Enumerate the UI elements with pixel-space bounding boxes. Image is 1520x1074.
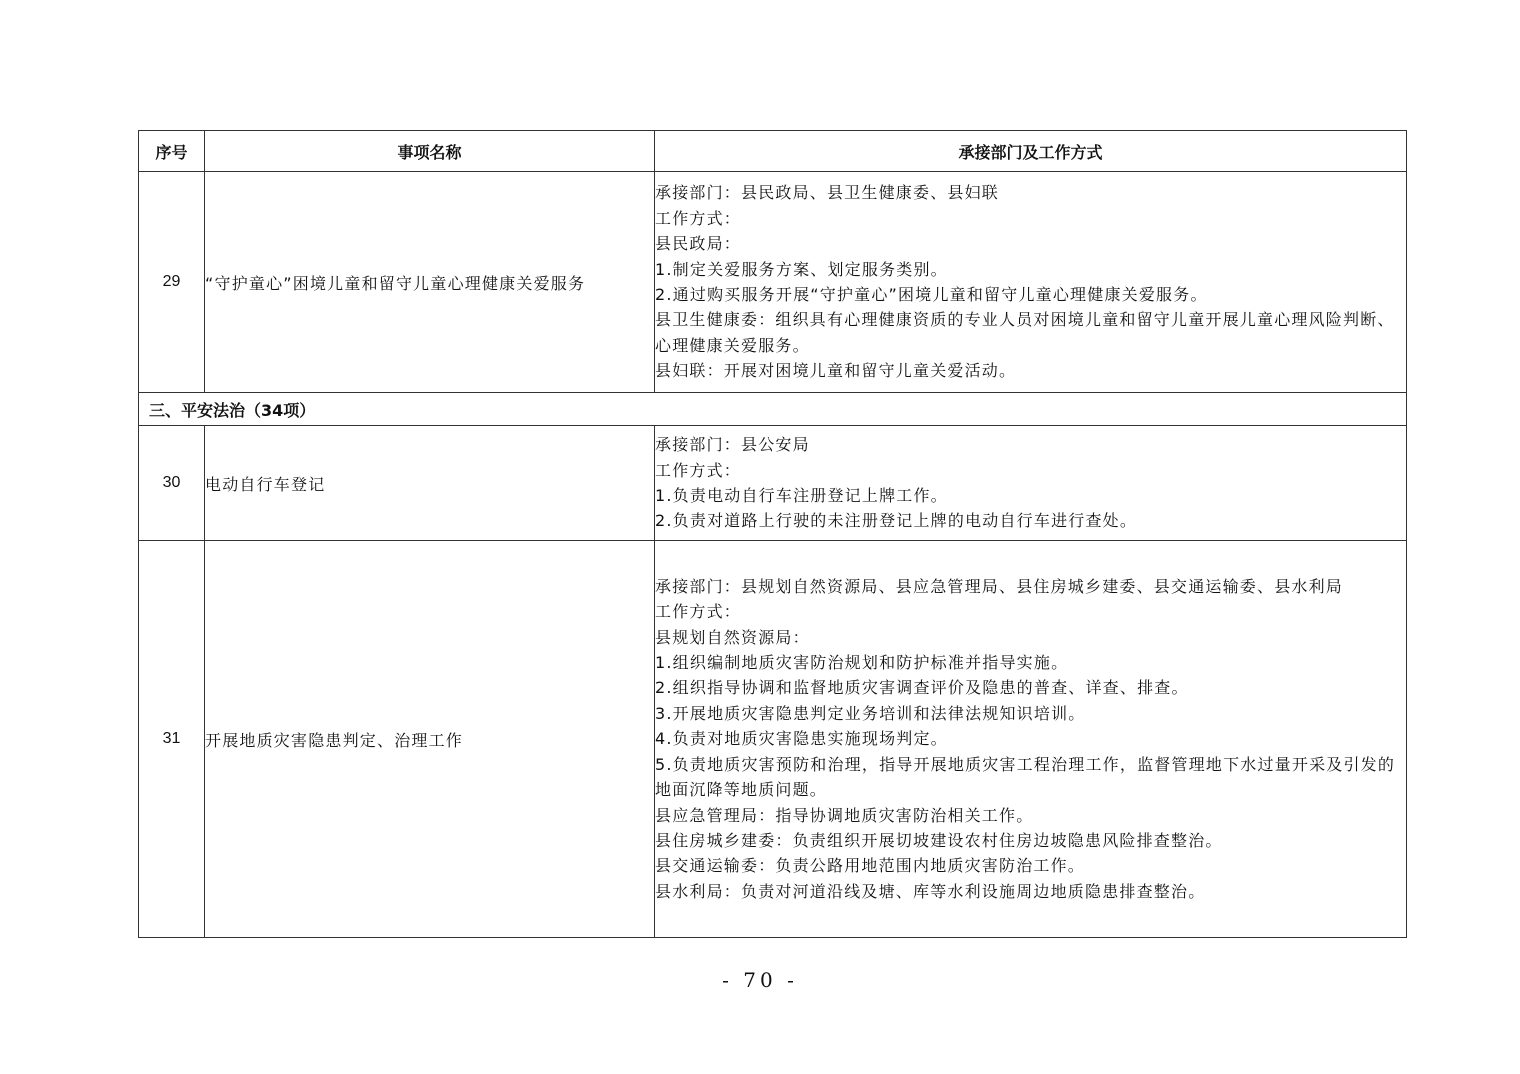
dept-line: 承接部门：县规划自然资源局、县应急管理局、县住房城乡建委、县交通运输委、县水利局: [655, 576, 1344, 596]
section-title: 三、平安法治（34项）: [139, 393, 1407, 426]
section-heading-row: [139, 393, 1407, 426]
dept-line: 2.通过购买服务开展“守护童心”困境儿童和留守儿童心理健康关爱服务。: [655, 285, 1208, 304]
header-item-name: 事项名称: [205, 131, 655, 172]
dept-line: 县卫生健康委：组织具有心理健康资质的专业人员对困境儿童和留守儿童开展儿童心理风险判断、心理健康关爱服务。: [655, 310, 1395, 355]
dept-line: 县水利局：负责对河道沿线及塘、库等水利设施周边地质隐患排查整治。: [655, 881, 1206, 901]
dept-line: 县规划自然资源局：: [655, 627, 810, 647]
item-name: 电动自行车登记: [205, 426, 655, 541]
dept-line: 县住房城乡建委：负责组织开展切坡建设农村住房边坡隐患风险排查整治。: [655, 830, 1223, 850]
dept-line: 1.组织编制地质灾害防治规划和防护标准并指导实施。: [655, 653, 1069, 673]
item-name: “守护童心”困境儿童和留守儿童心理健康关爱服务: [205, 172, 655, 393]
table-row: [139, 426, 1407, 541]
table-row: [139, 541, 1407, 938]
dept-line: 2.组织指导协调和监督地质灾害调查评价及隐患的普查、详查、排查。: [655, 678, 1189, 698]
dept-line: 县应急管理局：指导协调地质灾害防治相关工作。: [655, 805, 1034, 825]
items-table: [138, 130, 1407, 938]
dept-line: 2.负责对道路上行驶的未注册登记上牌的电动自行车进行查处。: [655, 511, 1138, 531]
dept-line: 县交通运输委：负责公路用地范围内地质灾害防治工作。: [655, 856, 1086, 876]
row-number: 31: [139, 541, 205, 938]
header-dept-method: 承接部门及工作方式: [655, 131, 1407, 172]
dept-line: 承接部门：县公安局: [655, 435, 810, 455]
row-number: 30: [139, 426, 205, 541]
dept-line: 工作方式：: [655, 208, 742, 228]
header-row: [139, 131, 1407, 172]
dept-line: 3.开展地质灾害隐患判定业务培训和法律法规知识培训。: [655, 703, 1086, 723]
row-number: 29: [139, 172, 205, 393]
dept-method-cell: [655, 426, 1407, 541]
dept-line: 县妇联：开展对困境儿童和留守儿童关爱活动。: [655, 361, 1017, 381]
table-row: [139, 172, 1407, 393]
dept-line: 4.负责对地质灾害隐患实施现场判定。: [655, 729, 948, 749]
dept-line: 工作方式：: [655, 460, 742, 480]
dept-line: 1.负责电动自行车注册登记上牌工作。: [655, 486, 948, 505]
dept-line: 1.制定关爱服务方案、划定服务类别。: [655, 259, 948, 279]
dept-method-cell: [655, 541, 1407, 938]
dept-line: 县民政局：: [655, 234, 742, 254]
dept-method-cell: [655, 172, 1407, 393]
dept-line: 工作方式：: [655, 602, 742, 622]
item-name: 开展地质灾害隐患判定、治理工作: [205, 541, 655, 938]
dept-line: 5.负责地质灾害预防和治理，指导开展地质灾害工程治理工作，监督管理地下水过量开采及引发的地面沉降等地质问题。: [655, 754, 1396, 800]
dept-line: 承接部门：县民政局、县卫生健康委、县妇联: [655, 183, 1000, 203]
header-no: 序号: [139, 131, 205, 172]
page-number: - 70 -: [722, 968, 798, 992]
